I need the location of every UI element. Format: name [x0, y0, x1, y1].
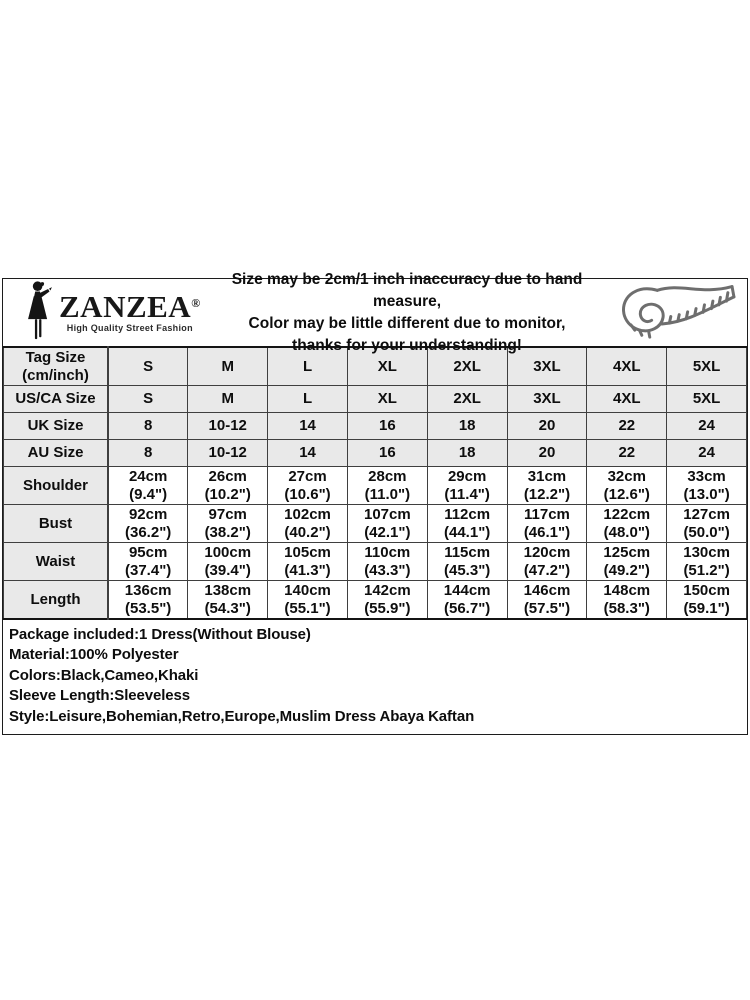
size-table [3, 346, 747, 620]
row-label: AU Size [4, 440, 109, 467]
size-cell: 18 [427, 413, 507, 440]
brand-name: ZANZEA® [59, 289, 201, 324]
table-row [4, 413, 747, 440]
size-cell: 2XL [427, 386, 507, 413]
size-cell: 100cm (39.4") [188, 543, 268, 581]
size-cell: 10-12 [188, 440, 268, 467]
size-cell: 20 [507, 440, 587, 467]
size-cell: 4XL [587, 386, 667, 413]
size-cell: L [268, 347, 348, 386]
size-cell: 2XL [427, 347, 507, 386]
size-cell: 29cm (11.4") [427, 467, 507, 505]
row-label: Length [4, 581, 109, 620]
size-cell: 105cm (41.3") [268, 543, 348, 581]
size-cell: 4XL [587, 347, 667, 386]
size-cell: 8 [108, 440, 188, 467]
note-colors: Colors:Black,Cameo,Khaki [9, 666, 199, 684]
size-cell: 120cm (47.2") [507, 543, 587, 581]
size-cell: L [268, 386, 348, 413]
brand-logo [23, 280, 201, 346]
size-cell: 33cm (13.0") [667, 467, 747, 505]
size-cell: 5XL [667, 347, 747, 386]
size-cell: 16 [347, 440, 427, 467]
size-cell: 112cm (44.1") [427, 505, 507, 543]
registered-mark: ® [191, 296, 201, 310]
size-cell: 22 [587, 440, 667, 467]
measuring-tape-icon [613, 281, 737, 344]
disclaimer-line: Color may be little different due to monitor, [248, 314, 566, 332]
size-cell: 136cm (53.5") [108, 581, 188, 620]
size-cell: 5XL [667, 386, 747, 413]
size-cell: 92cm (36.2") [108, 505, 188, 543]
size-cell: 3XL [507, 386, 587, 413]
size-cell: 102cm (40.2") [268, 505, 348, 543]
size-cell: 14 [268, 413, 348, 440]
row-label: UK Size [4, 413, 109, 440]
size-cell: 27cm (10.6") [268, 467, 348, 505]
size-cell: 122cm (48.0") [587, 505, 667, 543]
size-cell: 138cm (54.3") [188, 581, 268, 620]
table-row [4, 467, 747, 505]
note-material: Material:100% Polyester [9, 646, 179, 664]
note-sleeve-length: Sleeve Length:Sleeveless [9, 687, 191, 705]
size-cell: 115cm (45.3") [427, 543, 507, 581]
note-package: Package included:1 Dress(Without Blouse) [9, 626, 311, 643]
size-cell: 26cm (10.2") [188, 467, 268, 505]
brand-tagline: High Quality Street Fashion [66, 323, 193, 333]
size-cell: 31cm (12.2") [507, 467, 587, 505]
size-cell: 144cm (56.7") [427, 581, 507, 620]
size-cell: 97cm (38.2") [188, 505, 268, 543]
size-cell: 16 [347, 413, 427, 440]
woman-silhouette-icon [23, 280, 56, 346]
size-cell: 18 [427, 440, 507, 467]
row-label: US/CA Size [4, 386, 109, 413]
size-cell: 24 [667, 440, 747, 467]
size-cell: S [108, 386, 188, 413]
table-row [4, 440, 747, 467]
size-cell: 3XL [507, 347, 587, 386]
size-cell: 24cm (9.4") [108, 467, 188, 505]
size-cell: 146cm (57.5") [507, 581, 587, 620]
table-row [4, 543, 747, 581]
size-cell: 8 [108, 413, 188, 440]
size-cell: 140cm (55.1") [268, 581, 348, 620]
size-cell: 127cm (50.0") [667, 505, 747, 543]
size-cell: 110cm (43.3") [347, 543, 427, 581]
product-notes [3, 620, 747, 734]
row-label: Tag Size (cm/inch) [4, 347, 109, 386]
disclaimer-line: thanks for your understanding! [292, 336, 522, 354]
size-cell: 148cm (58.3") [587, 581, 667, 620]
size-cell: 28cm (11.0") [347, 467, 427, 505]
note-style: Style:Leisure,Bohemian,Retro,Europe,Muslim Dress Abaya Kaftan [9, 707, 475, 725]
table-row [4, 386, 747, 413]
row-label: Shoulder [4, 467, 109, 505]
size-cell: 20 [507, 413, 587, 440]
table-row [4, 581, 747, 620]
brand-wordmark [59, 289, 201, 333]
disclaimer-line: Size may be 2cm/1 inch inaccuracy due to hand measure, [231, 270, 583, 310]
size-cell: 95cm (37.4") [108, 543, 188, 581]
size-cell: 130cm (51.2") [667, 543, 747, 581]
header-band [3, 270, 747, 354]
row-label: Bust [4, 505, 109, 543]
size-chart-panel [2, 270, 748, 735]
size-cell: 150cm (59.1") [667, 581, 747, 620]
size-disclaimer [201, 269, 613, 357]
size-cell: 22 [587, 413, 667, 440]
size-cell: 32cm (12.6") [587, 467, 667, 505]
size-cell: 142cm (55.9") [347, 581, 427, 620]
row-label: Waist [4, 543, 109, 581]
table-row [4, 505, 747, 543]
size-cell: 107cm (42.1") [347, 505, 427, 543]
size-cell: M [188, 386, 268, 413]
size-cell: 14 [268, 440, 348, 467]
size-cell: XL [347, 386, 427, 413]
size-cell: S [108, 347, 188, 386]
size-cell: 10-12 [188, 413, 268, 440]
size-cell: M [188, 347, 268, 386]
size-table-body [4, 347, 747, 619]
size-cell: XL [347, 347, 427, 386]
size-cell: 125cm (49.2") [587, 543, 667, 581]
size-cell: 24 [667, 413, 747, 440]
size-cell: 117cm (46.1") [507, 505, 587, 543]
